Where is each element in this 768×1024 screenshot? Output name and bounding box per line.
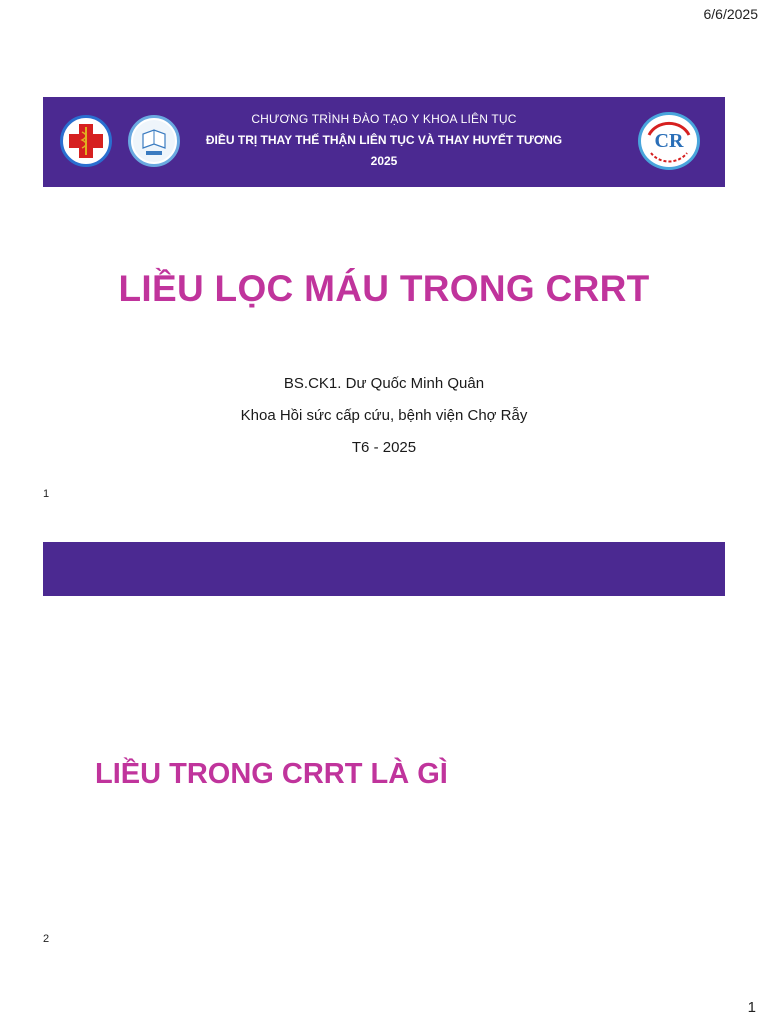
author-department: Khoa Hồi sức cấp cứu, bệnh viện Chợ Rẫy — [240, 407, 528, 424]
slide-1-banner — [43, 97, 725, 187]
author-name: BS.CK1. Dư Quốc Minh Quân — [283, 375, 485, 392]
slide-2-banner — [43, 542, 725, 596]
banner-course-title: ĐIỀU TRỊ THAY THẾ THẬN LIÊN TỤC VÀ THAY HUYẾT TƯƠNG — [205, 133, 563, 147]
slide-2-number: 2 — [43, 933, 50, 945]
banner-year: 2025 — [370, 154, 398, 168]
svg-text:CR: CR — [654, 130, 684, 152]
slide-2-title: LIỀU TRONG CRRT LÀ GÌ — [95, 758, 448, 790]
cho-ray-hospital-logo-icon — [638, 112, 700, 170]
slide-1-number: 1 — [43, 488, 50, 500]
page-number: 1 — [747, 999, 756, 1016]
book-logo-icon — [128, 115, 180, 167]
print-date: 6/6/2025 — [703, 6, 758, 22]
red-cross-logo-icon — [60, 115, 112, 167]
presentation-date: T6 - 2025 — [351, 439, 417, 456]
slide-1-title: LIỀU LỌC MÁU TRONG CRRT — [118, 268, 650, 309]
banner-program-title: CHƯƠNG TRÌNH ĐÀO TẠO Y KHOA LIÊN TỤC — [251, 112, 517, 126]
